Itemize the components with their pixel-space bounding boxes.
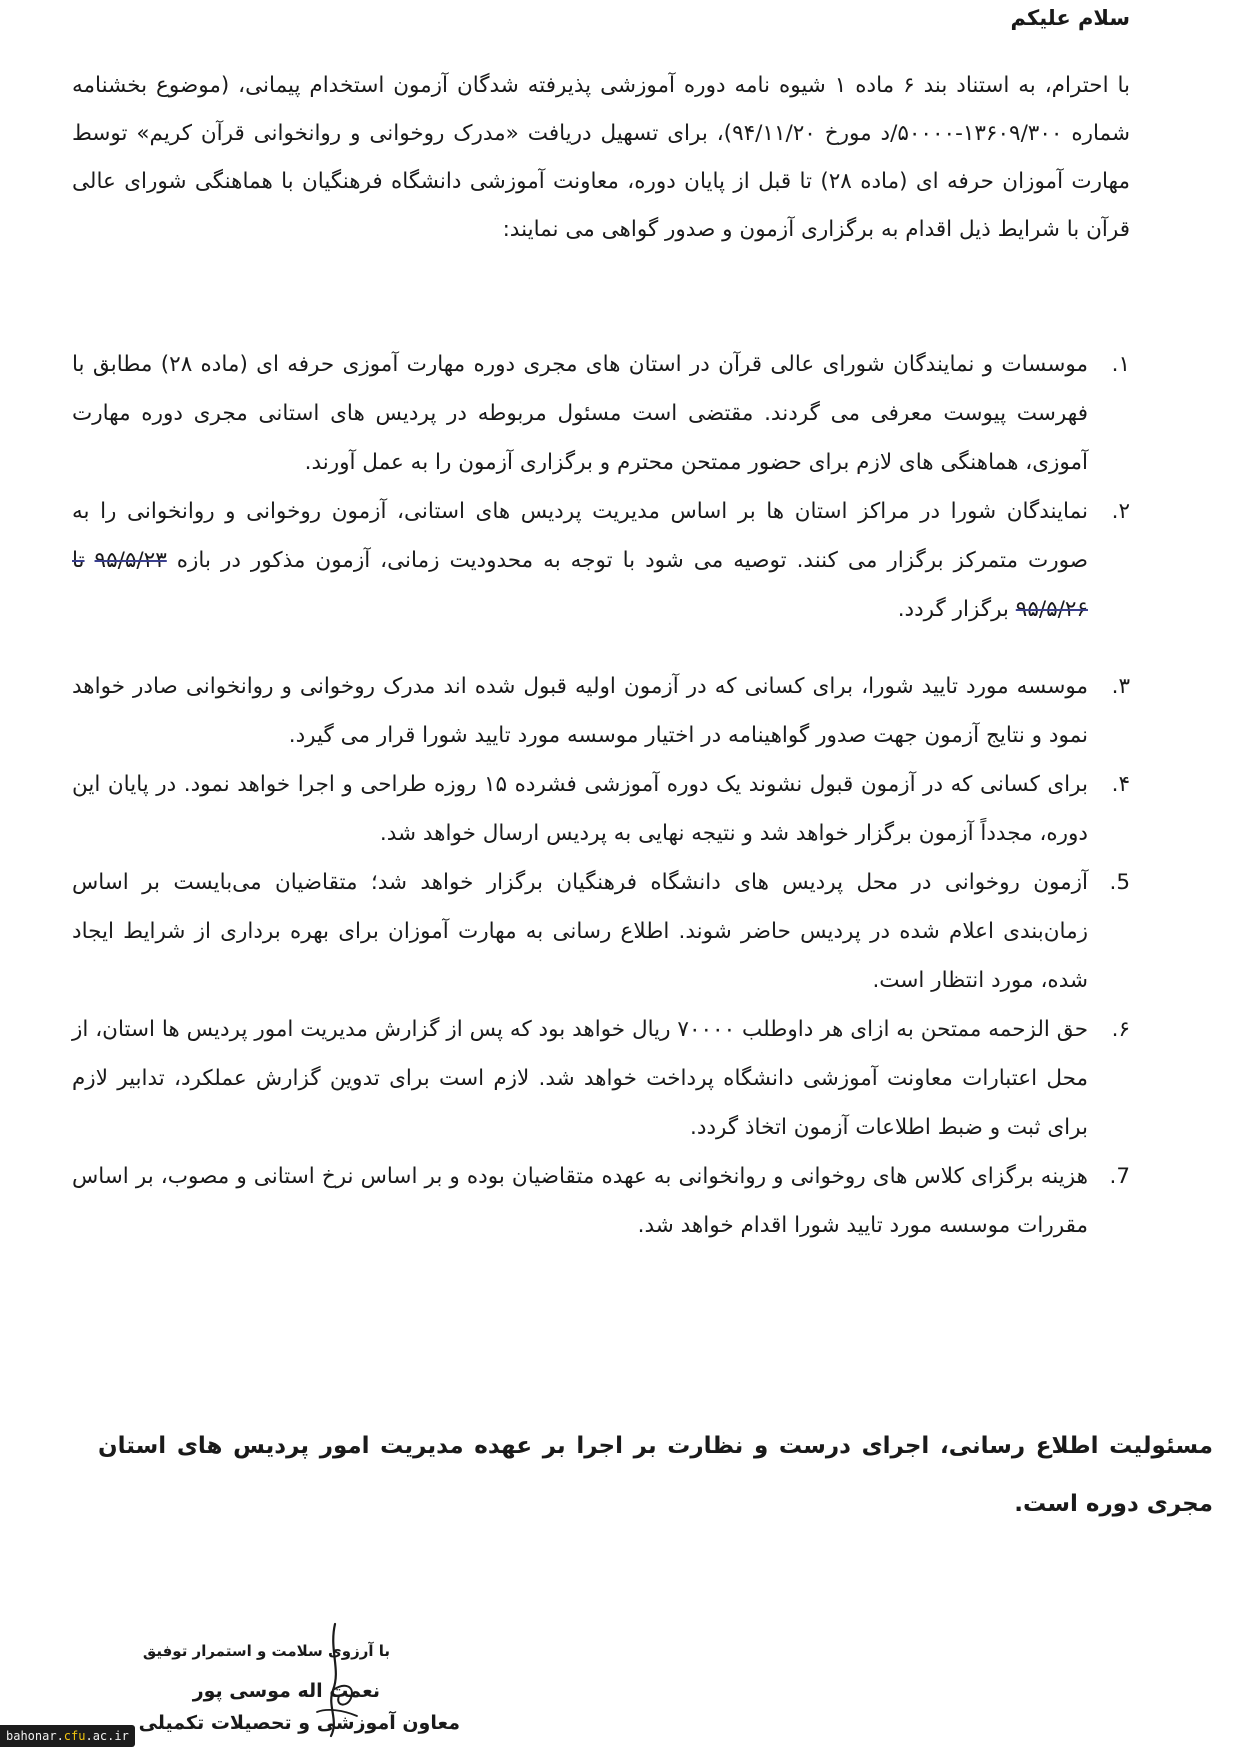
item-number: ۳.	[1111, 674, 1130, 699]
conditions-list	[72, 340, 1130, 1250]
item-text: آزمون روخوانی در محل پردیس های دانشگاه فرهنگیان برگزار خواهد شد؛ متقاضیان می‌بایست بر اساس زمان‌بندی اعلام شده در پردیس حاضر شوند. اطلاع رسانی به مهارت آموزان برای بهره برداری از شرایط ایجاد شده، مورد انتظار است.	[72, 870, 1088, 993]
list-item	[72, 487, 1130, 634]
list-item	[72, 760, 1130, 858]
watermark-suffix: .ac.ir	[85, 1729, 129, 1743]
item-text-end: برگزار گردد.	[897, 597, 1016, 622]
item-text: موسسه مورد تایید شورا، برای کسانی که در آزمون اولیه قبول شده اند مدرک روخوانی و روانخوانی صادر خواهد نمود و نتایج آزمون جهت صدور گواهینامه در اختیار موسسه مورد تایید شورا قرار می گیرد.	[72, 674, 1088, 748]
list-item	[72, 1152, 1130, 1250]
item-number: ۲.	[1111, 499, 1130, 524]
list-item	[72, 858, 1130, 1005]
watermark-accent: cfu	[63, 1729, 86, 1743]
item-text-space	[85, 548, 95, 573]
item-text: برای کسانی که در آزمون قبول نشوند یک دوره آموزشی فشرده ۱۵ روزه طراحی و اجرا خواهد نمود. در پایان این دوره، مجدداً آزمون برگزار خواهد شد و نتیجه نهایی به پردیس ارسال خواهد شد.	[72, 772, 1089, 846]
item-text: موسسات و نمایندگان شورای عالی قرآن در استان های مجری دوره مهارت آموزی حرفه ای (ماده ۲۸) مطابق با فهرست پیوست معرفی می گردند. مقتضی است مسئول مربوطه در پردیس های استانی مجری دوره مهارت آموزی، هماهنگی های لازم برای حضور ممتحن محترم و برگزاری آزمون را به عمل آورند.	[72, 352, 1088, 475]
struck-date-start: ۹۵/۵/۲۳	[94, 548, 167, 573]
signer-title: معاون آموزشی و تحصیلات تکمیلی	[138, 1712, 460, 1734]
item-number: 5.	[1109, 870, 1130, 895]
item-number: ۱.	[1111, 352, 1130, 377]
signer-name: نعمت اله موسی پور	[192, 1680, 380, 1702]
list-item	[72, 340, 1130, 487]
struck-date-end: تا ۹۵/۵/۲۶	[72, 548, 1088, 622]
watermark-prefix: bahonar.	[6, 1729, 64, 1743]
closing-line: با آرزوی سلامت و استمرار توفیق	[142, 1642, 390, 1660]
list-item	[72, 662, 1130, 760]
item-text: حق الزحمه ممتحن به ازای هر داوطلب ۷۰۰۰۰ ریال خواهد بود که پس از گزارش مدیریت امور پردیس ها استان، از محل اعتبارات معاونت آموزشی دانشگاه پرداخت خواهد شد. لازم است برای تدوین گزارش عملکرد، تدابیر لازم برای ثبت و ضبط اطلاعات آزمون اتخاذ گردد.	[72, 1017, 1088, 1140]
list-item	[72, 1005, 1130, 1152]
source-watermark	[0, 1725, 135, 1747]
item-number: ۴.	[1111, 772, 1130, 797]
item-text: هزینه برگزای کلاس های روخوانی و روانخوانی به عهده متقاضیان بوده و بر اساس نرخ استانی و مصوب، بر اساس مقررات موسسه مورد تایید شورا اقدام خواهد شد.	[72, 1164, 1088, 1238]
responsibility-statement: مسئولیت اطلاع رسانی، اجرای درست و نظارت بر اجرا بر عهده مدیریت امور پردیس های استان مجری دوره است.	[98, 1433, 1213, 1517]
item-text: نمایندگان شورا در مراکز استان ها بر اساس مدیریت پردیس های استانی، آزمون روخوانی و روانخوانی را به صورت متمرکز برگزار می کنند. توصیه می شود با توجه به محدودیت زمانی، آزمون مذکور در بازه	[72, 499, 1088, 573]
intro-paragraph: با احترام، به استناد بند ۶ ماده ۱ شیوه نامه دوره آموزشی پذیرفته شدگان آزمون استخدام پیمانی، (موضوع بخشنامه شماره ۱۳۶۰۹/۳۰۰-۵۰۰۰۰/د مورخ ۹۴/۱۱/۲۰)، برای تسهیل دریافت «مدرک روخوانی و روانخوانی قرآن کریم» توسط مهارت آموزان حرفه ای (ماده ۲۸) تا قبل از پایان دوره، معاونت آموزشی دانشگاه فرهنگیان با هماهنگی شورای عالی قرآن با شرایط ذیل اقدام به برگزاری آزمون و صدور گواهی می نمایند:	[72, 73, 1130, 242]
item-number: ۶.	[1111, 1017, 1130, 1042]
salutation: سلام علیکم	[1010, 6, 1130, 30]
item-number: 7.	[1109, 1164, 1130, 1189]
